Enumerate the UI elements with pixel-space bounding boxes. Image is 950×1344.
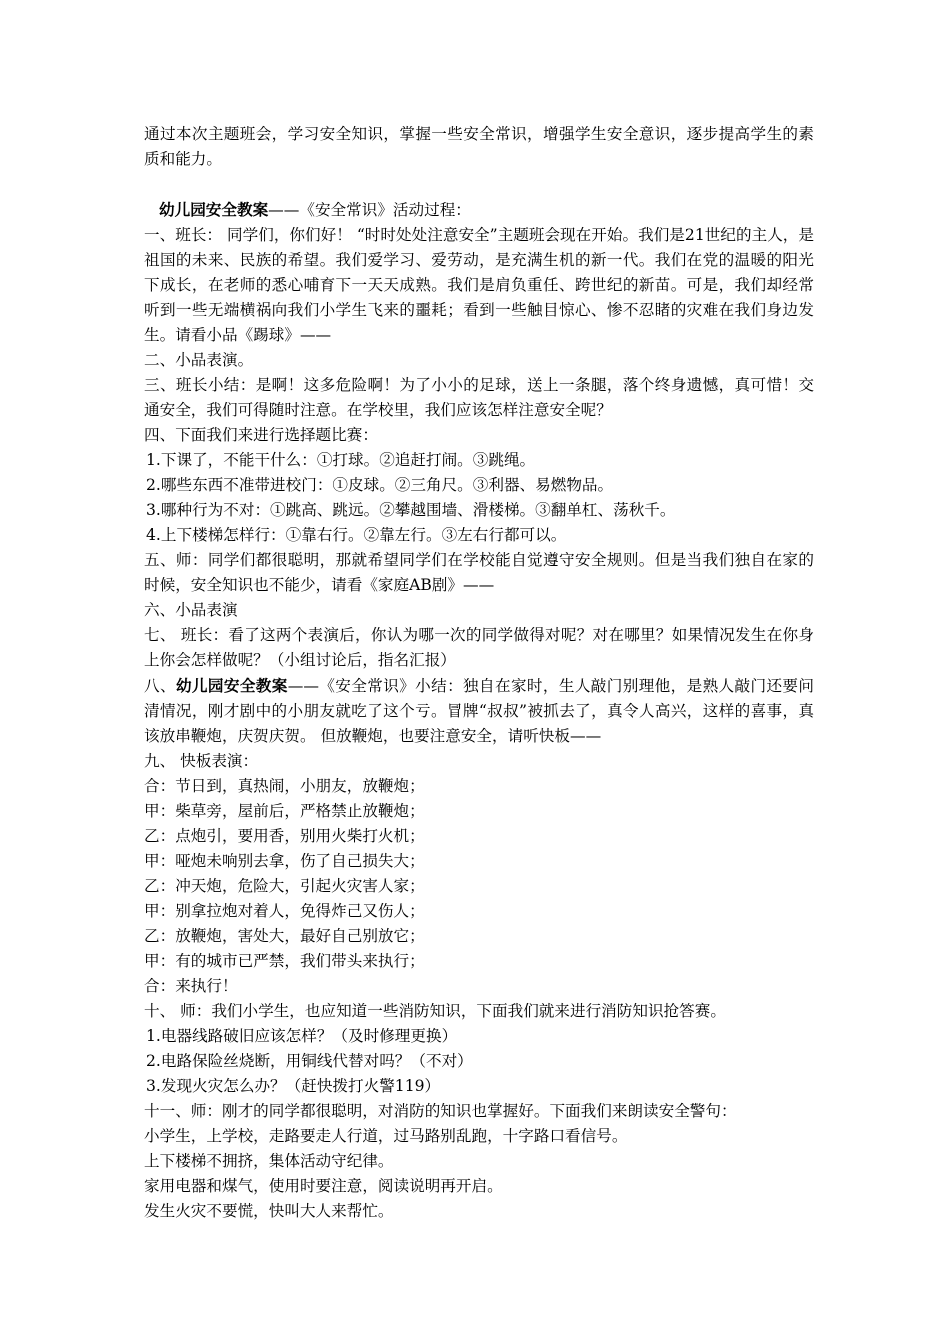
verse-line: 乙：点炮引，要用香，别用火柴打火机； (144, 827, 425, 845)
spacer (144, 172, 814, 197)
section-1: 一、班长： 同学们，你们好！ “时时处处注意安全”主题班会现在开始。我们是21世纪的主人，是祖国的未来、民族的希望。我们爱学习、爱劳动，是充满生机的新一代。我们在党的温暖的阳光下成长，在老师的悉心哺育下一天天成熟。我们是肩负重任、跨世纪的新苗。可是，我们却经常听到一些无端横祸向我们小学生飞来的噩耗；看到一些触目惊心、惨不忍睹的灾难在我们身边发生。请看小品《踢球》—— (144, 226, 814, 344)
section-7: 七、 班长：看了这两个表演后，你认为哪一次的同学做得对呢？对在哪里？如果情况发生在你身上你会怎样做呢？（小组讨论后，指名汇报） (144, 626, 814, 669)
verse-line: 甲：有的城市已严禁，我们带头来执行； (144, 952, 425, 970)
intro-paragraph: 通过本次主题班会，学习安全知识，掌握一些安全常识，增强学生安全意识，逐步提高学生的素质和能力。 (144, 125, 814, 168)
verse-line: 乙：放鞭炮，害处大，最好自己别放它； (144, 927, 425, 945)
quiz-item: 2.哪些东西不准带进校门：①皮球。②三角尺。③利器、易燃物品。 (146, 476, 614, 494)
section-5: 五、师：同学们都很聪明，那就希望同学们在学校能自觉遵守安全规则。但是当我们独自在家的时候，安全知识也不能少，请看《家庭AB剧》—— (144, 551, 814, 594)
fire-quiz-item: 1.电器线路破旧应该怎样？（及时修理更换） (146, 1027, 458, 1045)
section-6: 六、小品表演 (144, 601, 238, 619)
section-heading (144, 197, 814, 223)
quiz-item: 3.哪种行为不对：①跳高、跳远。②攀越围墙、滑楼梯。③翻单杠、荡秋千。 (146, 501, 676, 519)
heading-rest: ——《安全常识》活动过程： (268, 201, 471, 219)
verse-line: 合：节日到，真热闹，小朋友，放鞭炮； (144, 777, 425, 795)
verse-line: 乙：冲天炮，危险大，引起火灾害人家； (144, 877, 425, 895)
document-page (144, 122, 814, 1224)
section-8-bold: 幼儿园安全教案 (175, 676, 288, 695)
slogan-line: 小学生，上学校，走路要走人行道，过马路别乱跑，十字路口看信号。 (144, 1127, 628, 1145)
fire-quiz-item: 2.电路保险丝烧断，用铜线代替对吗？（不对） (146, 1052, 473, 1070)
slogan-line: 上下楼梯不拥挤，集体活动守纪律。 (144, 1152, 394, 1170)
verse-line: 甲：柴草旁，屋前后，严格禁止放鞭炮； (144, 802, 425, 820)
section-10: 十、 师：我们小学生，也应知道一些消防知识，下面我们就来进行消防知识抢答赛。 (144, 1002, 726, 1020)
slogan-line: 家用电器和煤气，使用时要注意，阅读说明再开启。 (144, 1177, 503, 1195)
section-8-rest: ——《安全常识》小结：独自在家时，生人敲门别理他，是熟人敲门还要问清情况，刚才剧中的小朋友就吃了这个亏。冒牌“叔叔”被抓去了，真令人高兴，这样的喜事，真该放串鞭炮，庆贺庆贺。 但放鞭炮，也要注意安全，请听快板—— (144, 677, 814, 745)
section-9: 九、 快板表演： (144, 752, 259, 770)
verse-line: 甲：别拿拉炮对着人，免得炸己又伤人； (144, 902, 425, 920)
section-11: 十一、师：刚才的同学都很聪明，对消防的知识也掌握好。下面我们来朗读安全警句： (144, 1102, 737, 1120)
quiz-item: 1.下课了，不能干什么：①打球。②追赶打闹。③跳绳。 (146, 451, 536, 469)
fire-quiz-item: 3.发现火灾怎么办？（赶快拨打火警119） (146, 1077, 441, 1095)
verse-line: 合：来执行！ (144, 977, 238, 995)
heading-bold: 幼儿园安全教案 (159, 200, 269, 219)
verse-line: 甲：哑炮未响别去拿，伤了自己损失大； (144, 852, 425, 870)
slogan-line: 发生火灾不要慌，快叫大人来帮忙。 (144, 1202, 394, 1220)
section-8 (144, 673, 814, 749)
section-2: 二、小品表演。 (144, 351, 254, 369)
section-4: 四、下面我们来进行选择题比赛： (144, 426, 378, 444)
quiz-item: 4.上下楼梯怎样行：①靠右行。②靠左行。③左右行都可以。 (146, 526, 567, 544)
section-8-prefix: 八、 (144, 677, 176, 695)
section-3: 三、班长小结：是啊！这多危险啊！为了小小的足球，送上一条腿，落个终身遗憾，真可惜！交通安全，我们可得随时注意。在学校里，我们应该怎样注意安全呢？ (144, 376, 814, 419)
